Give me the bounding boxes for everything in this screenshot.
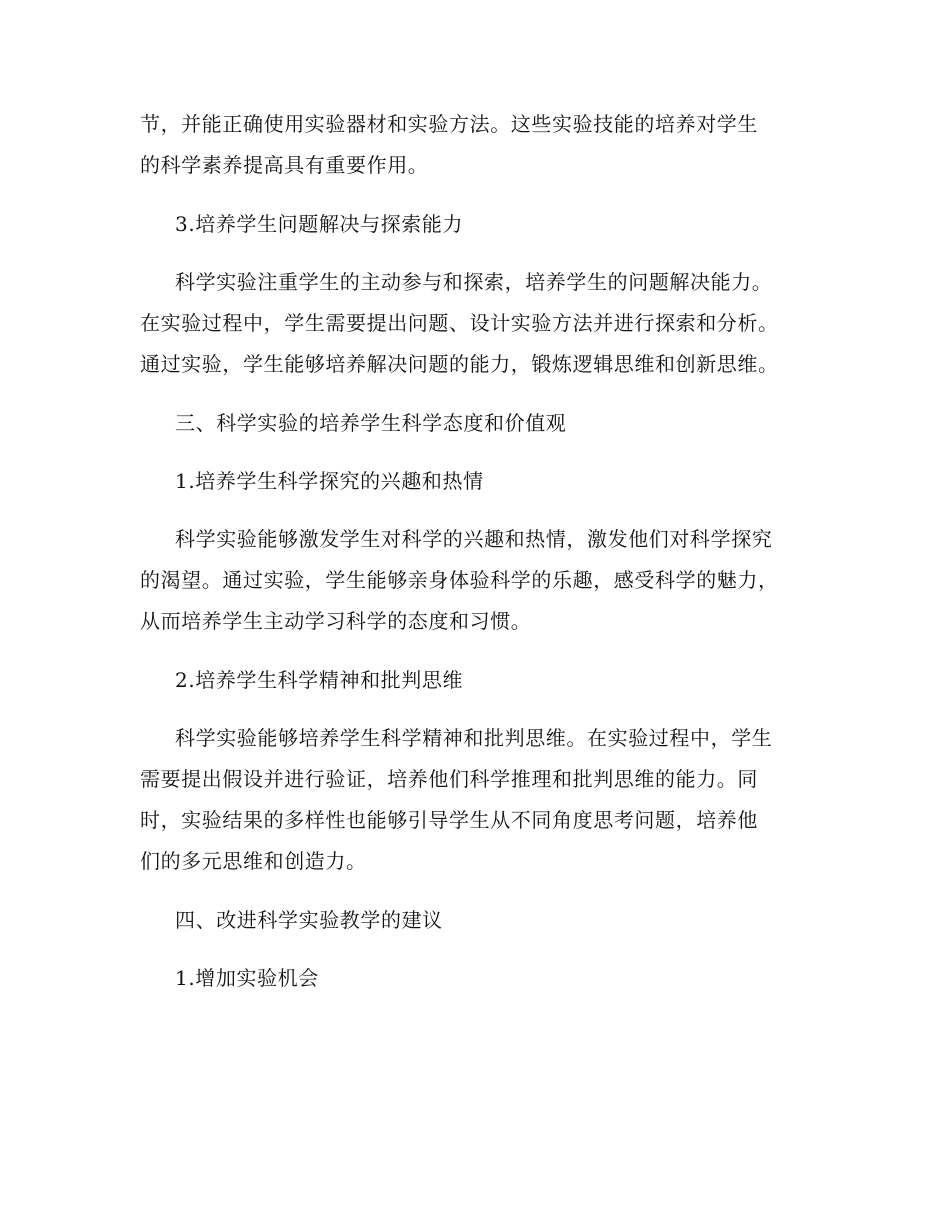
paragraph-line: 的渴望。通过实验，学生能够亲身体验科学的乐趣，感受科学的魅力， [140, 568, 779, 592]
paragraph-line: 科学实验能够培养学生科学精神和批判思维。在实验过程中，学生 [175, 726, 773, 750]
section-heading: 三、科学实验的培养学生科学态度和价值观 [175, 411, 567, 435]
paragraph-line: 时，实验结果的多样性也能够引导学生从不同角度思考问题，培养他 [140, 808, 758, 832]
paragraph-line: 通过实验，学生能够培养解决问题的能力，锻炼逻辑思维和创新思维。 [140, 352, 779, 376]
paragraph-line: 节，并能正确使用实验器材和实验方法。这些实验技能的培养对学生 [140, 112, 758, 136]
section-heading: 四、改进科学实验教学的建议 [175, 908, 443, 932]
paragraph-line: 科学实验注重学生的主动参与和探索，培养学生的问题解决能力。 [175, 270, 773, 294]
subsection-heading: 1.增加实验机会 [175, 966, 319, 990]
subsection-heading: 1.培养学生科学探究的兴趣和热情 [175, 469, 484, 493]
paragraph-line: 需要提出假设并进行验证，培养他们科学推理和批判思维的能力。同 [140, 767, 758, 791]
paragraph-line: 们的多元思维和创造力。 [140, 849, 367, 873]
paragraph-line: 在实验过程中，学生需要提出问题、设计实验方法并进行探索和分析。 [140, 311, 779, 335]
subsection-heading: 2.培养学生科学精神和批判思维 [175, 668, 464, 692]
paragraph-line: 从而培养学生主动学习科学的态度和习惯。 [140, 609, 532, 633]
paragraph-line: 科学实验能够激发学生对科学的兴趣和热情，激发他们对科学探究 [175, 527, 773, 551]
paragraph-line: 的科学素养提高具有重要作用。 [140, 153, 429, 177]
subsection-heading: 3.培养学生问题解决与探索能力 [175, 212, 464, 236]
